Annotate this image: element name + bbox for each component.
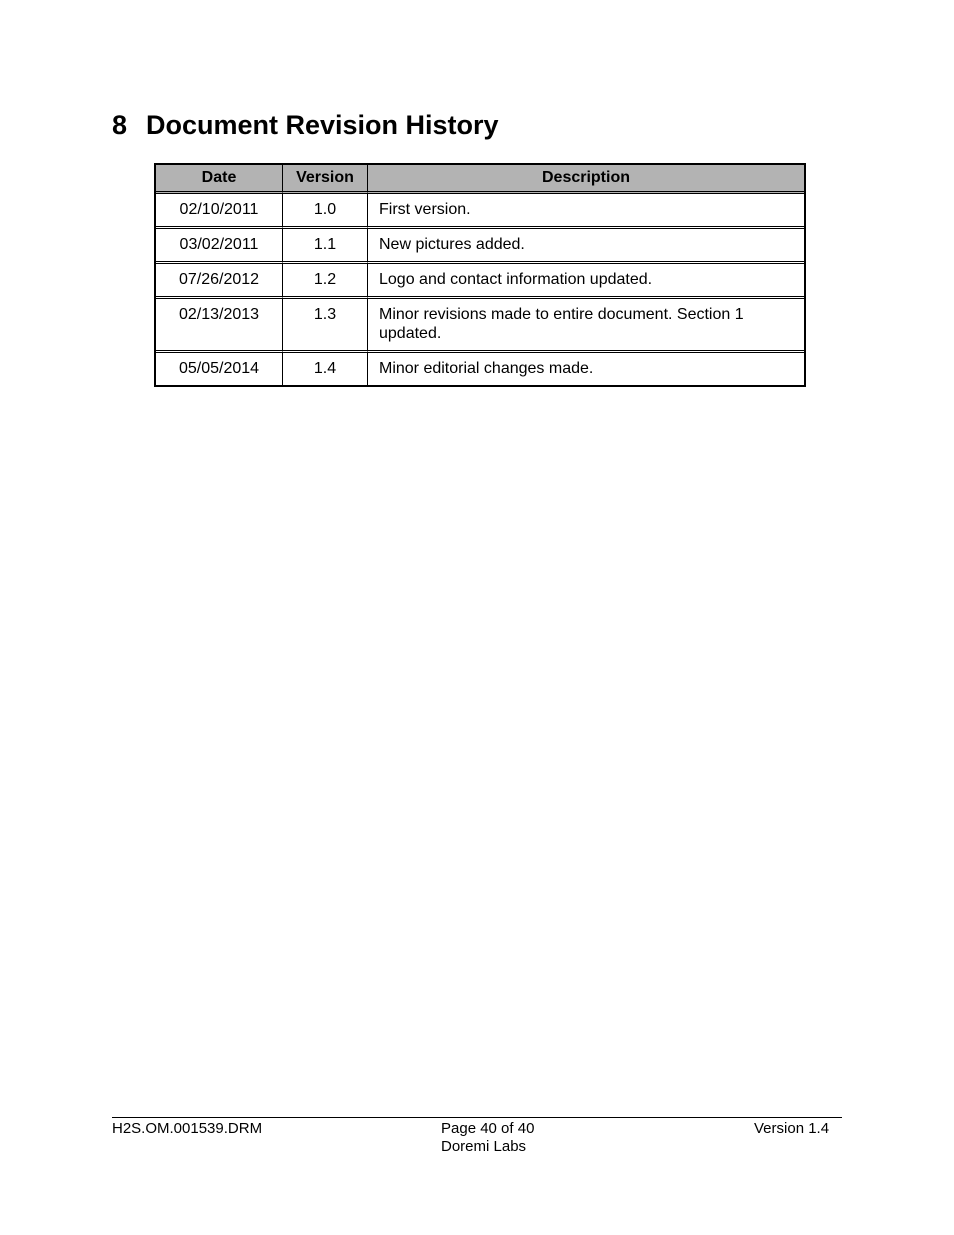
row-date: 02/13/2013 (156, 299, 283, 353)
table-header-row (156, 165, 804, 194)
row-description: Minor revisions made to entire document. Section 1 updated. (368, 299, 804, 353)
column-header-description: Description (368, 165, 804, 194)
footer-doc-id: H2S.OM.001539.DRM (112, 1120, 263, 1137)
row-version: 1.4 (283, 353, 368, 385)
footer-page-number: Page 40 of 40 (441, 1120, 535, 1137)
row-date: 07/26/2012 (156, 264, 283, 299)
table-row (156, 299, 804, 353)
column-header-version: Version (283, 165, 368, 194)
section-title: Document Revision History (146, 110, 499, 140)
row-description: Minor editorial changes made. (379, 360, 594, 377)
column-header-date: Date (156, 165, 283, 194)
table-row (156, 264, 804, 299)
row-version: 1.2 (283, 264, 368, 299)
row-version: 1.1 (283, 229, 368, 264)
row-date: 03/02/2011 (156, 229, 283, 264)
section-heading (112, 110, 499, 141)
footer-page-info (441, 1120, 534, 1156)
row-date: 02/10/2011 (156, 194, 283, 229)
table-row (156, 194, 804, 229)
table-row (156, 229, 804, 264)
row-description: First version. (368, 194, 804, 229)
revision-history-table (154, 163, 806, 387)
footer-version: Version 1.4 (754, 1120, 830, 1137)
row-description: New pictures added. (368, 229, 804, 264)
row-version: 1.0 (283, 194, 368, 229)
row-description: Logo and contact information updated. (368, 264, 804, 299)
section-number: 8 (112, 110, 128, 140)
footer-divider (112, 1117, 842, 1118)
table-row (156, 353, 804, 385)
row-date: 05/05/2014 (156, 353, 283, 385)
footer-company: Doremi Labs (441, 1138, 527, 1155)
row-version: 1.3 (283, 299, 368, 353)
